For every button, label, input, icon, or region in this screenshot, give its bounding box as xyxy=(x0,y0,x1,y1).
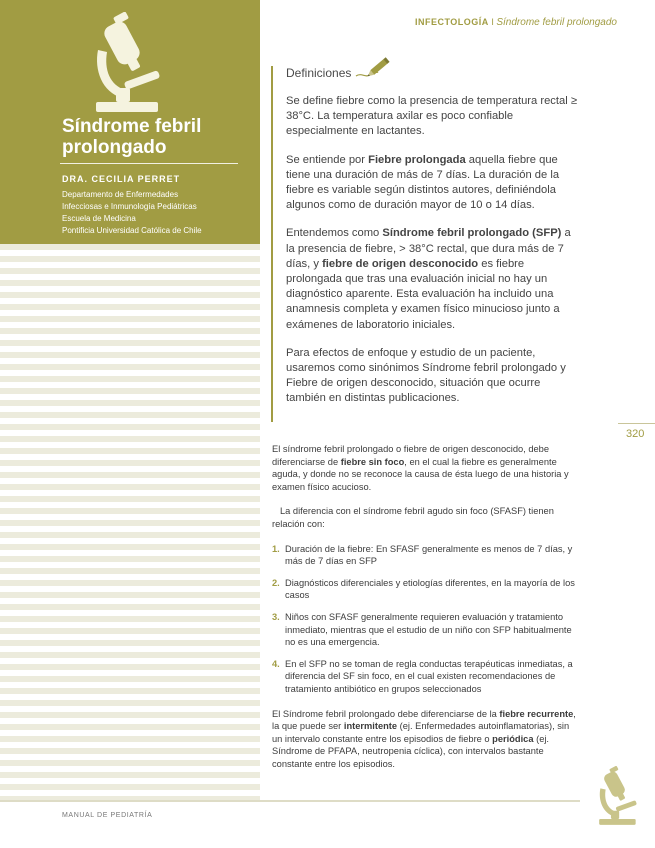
list-number: 1. xyxy=(272,543,280,554)
definition-sfp xyxy=(286,226,578,332)
header-title: Síndrome febril prolongado xyxy=(496,17,617,28)
list-text: Diagnósticos diferenciales y etiologías diferentes, en la mayoría de los casos xyxy=(285,577,575,601)
definition-fever: Se define fiebre como la presencia de temperatura rectal ≥ 38°C. La temperatura axilar es poco confiable especialmente en lactantes. xyxy=(286,95,577,138)
definition-prolonged-fever xyxy=(286,153,578,214)
list-text: En el SFP no se toman de regla conductas terapéuticas inmediatas, a diferencia del SF sin foco, en el cual existen recomendaciones de tratamiento antibiótico en grupos seleccionados xyxy=(285,658,573,694)
title-divider xyxy=(60,163,238,164)
list-text: Duración de la fiebre: En SFASF generalmente es menos de 7 días, y más de 7 días en SFP xyxy=(285,543,573,567)
list-number: 4. xyxy=(272,658,280,669)
intro-paragraph xyxy=(272,443,580,493)
text-run: aquella fiebre que tiene una duración de más de 7 días. La duración de la fiebre es variable según distintos autores, definiéndola algunos como de duración mayor de 10 o 14 días. xyxy=(286,153,560,212)
list-item xyxy=(272,658,580,696)
footer-label: MANUAL DE PEDIATRÍA xyxy=(62,812,153,819)
header-category: INFECTOLOGÍA xyxy=(414,17,489,27)
header-separator: I xyxy=(491,17,494,27)
bold-term: Síndrome febril prolongado (SFP) xyxy=(382,227,562,240)
pencil-icon xyxy=(354,52,392,82)
text-run: El Síndrome febril prolongado debe diferenciarse de la xyxy=(272,708,500,719)
text-run: (ej. Síndrome de PFAPA, neutropenia cíclica), con intervalos bastante constante entre los episodios. xyxy=(272,733,550,769)
microscope-icon xyxy=(92,12,164,114)
bold-term: fiebre sin foco xyxy=(340,456,405,467)
list-item xyxy=(272,543,580,568)
author-affiliation xyxy=(62,189,202,237)
affiliation-line: Pontificia Universidad Católica de Chile xyxy=(62,226,202,235)
running-header xyxy=(415,17,617,28)
bold-term: Fiebre prolongada xyxy=(368,153,466,166)
chapter-title-line-2: prolongado xyxy=(62,137,167,158)
text-run: , en el cual la fiebre es generalmente aguda, y donde no se reconoce la causa de ésta luego de una historia y examen físico acucioso. xyxy=(272,456,569,492)
bold-term: fiebre recurrente xyxy=(499,708,574,719)
text-run: a la presencia de fiebre, > 38°C rectal, que dura más de 7 días, y xyxy=(286,227,571,270)
list-item xyxy=(272,577,580,602)
page-number: 320 xyxy=(626,428,645,440)
text-run: Entendemos como xyxy=(286,227,383,240)
text-run: , la que puede ser xyxy=(272,708,576,732)
text-run: (ej. Enfermedades autoinflamatorias), sin un intervalo constante entre los episodios de fiebre o xyxy=(272,721,570,744)
author-name: DRA. CECILIA PERRET xyxy=(62,174,181,184)
footer-rule xyxy=(0,800,580,802)
microscope-icon xyxy=(596,766,640,826)
body-section xyxy=(272,443,580,782)
chapter-title xyxy=(62,116,252,158)
text-run: es fiebre prolongada que tras una evaluación inicial no hay un diagnóstico aparente. Esta evaluación ha incluido una anamnesis completa y examen físico minucioso junto a exámenes de laboratorio iniciales. xyxy=(286,257,560,331)
list-text: Niños con SFASF generalmente requieren evaluación y tratamiento inmediato, mientras que el estudio de un niño con SFP habitualmente no es una emergencia. xyxy=(285,611,572,648)
affiliation-line: Infecciosas e Inmunología Pediátricas xyxy=(62,202,197,211)
differences-list xyxy=(272,543,580,696)
decorative-stripes xyxy=(0,244,260,800)
text-run: Se entiende por xyxy=(286,153,369,166)
list-number: 2. xyxy=(272,577,280,588)
recurrent-fever-paragraph xyxy=(272,708,580,771)
text-run: El síndrome febril prolongado o fiebre de origen desconocido, debe diferenciarse de xyxy=(272,444,550,467)
affiliation-line: Escuela de Medicina xyxy=(62,214,136,223)
bold-term: fiebre de origen desconocido xyxy=(322,257,479,270)
list-number: 3. xyxy=(272,611,280,622)
bold-term: periódica xyxy=(492,733,534,744)
definitions-heading: Definiciones xyxy=(286,66,352,80)
difference-intro: La diferencia con el síndrome febril agudo sin foco (SFASF) tienen relación con: xyxy=(272,506,554,529)
affiliation-line: Departamento de Enfermedades xyxy=(62,190,179,199)
definition-synonyms: Para efectos de enfoque y estudio de un paciente, usaremos como sinónimos Síndrome febril prolongado y Fiebre de origen desconocido, situación que ocurre también en distintas publicaciones. xyxy=(286,346,566,405)
chapter-title-line-1: Síndrome febril xyxy=(62,116,202,137)
definitions-section xyxy=(286,94,578,420)
page-number-rule xyxy=(618,423,655,424)
bold-term: intermitente xyxy=(343,721,398,732)
list-item xyxy=(272,611,580,649)
definitions-accent-bar xyxy=(271,66,273,422)
